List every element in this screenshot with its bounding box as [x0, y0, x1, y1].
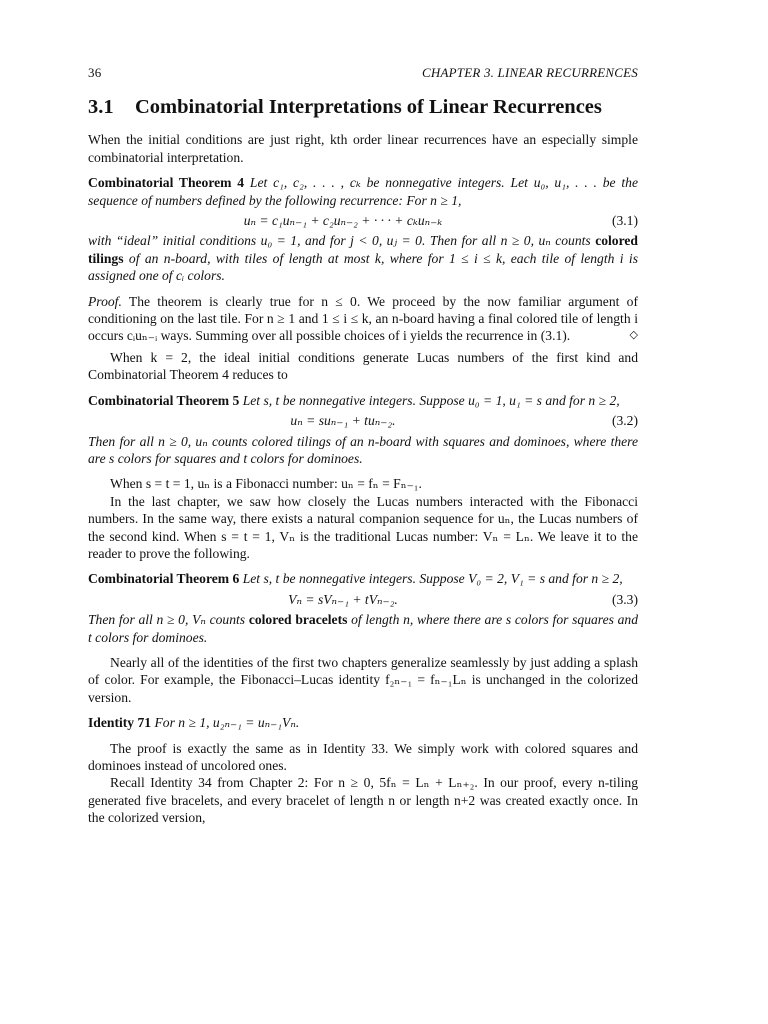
theorem-5-statement-b: Then for all n ≥ 0, uₙ counts colored tilings of an n-board with squares and dominoes, where there are s colors for squares and t colors for dominoes. [88, 433, 638, 466]
paragraph-lucas: In the last chapter, we saw how closely the Lucas numbers interacted with the Fibonacci numbers. In the same way, there exists a natural companion sequence for uₙ, the Lucas numbers of the second kind. When s = t = 1, Vₙ is the traditional Lucas number: Vₙ = Lₙ. We leave it to the reader to prove the following. [88, 493, 638, 561]
theorem-5-statement-a: Let s, t be nonnegative integers. Suppose u₀ = 1, u₁ = s and for n ≥ 2, [242, 392, 620, 408]
equation-3-2 [88, 412, 638, 429]
intro-paragraph: When the initial conditions are just right, kth order linear recurrences have an especially simple combinatorial interpretation. [88, 132, 638, 165]
equation-3-3-expr: Vₙ = sVₙ₋₁ + tVₙ₋₂. [288, 591, 398, 607]
equation-3-1-number: (3.1) [611, 213, 638, 229]
qed-diamond-icon: ◇ [629, 329, 638, 342]
section-title: Combinatorial Interpretations of Linear Recurrences [135, 96, 602, 119]
theorem-5 [88, 392, 638, 409]
proof-text: The theorem is clearly true for n ≤ 0. We proceed by the now familiar argument of conditioning on the last tile. For n ≥ 1 and 1 ≤ i ≤ k, an n-board having a final colored tile of length i occurs cᵢuₙ₋ᵢ ways. Summing over all possible choices of i yields the recurrence in (3.1). [88, 293, 638, 344]
theorem-4-bold-term: colored tilings [88, 233, 638, 266]
theorem-6 [88, 570, 638, 587]
proof-label: Proof. [88, 293, 122, 309]
paragraph-recall: Recall Identity 34 from Chapter 2: For n ≥ 0, 5fₙ = Lₙ + Lₙ₊₂. In our proof, every n-tiling generated five bracelets, and every bracelet of length n or length n+2 was created exactly once. In the colorized version, [88, 775, 638, 826]
theorem-4-label: Combinatorial Theorem 4 [88, 175, 245, 191]
equation-3-3 [88, 591, 638, 608]
theorem-6-label: Combinatorial Theorem 6 [88, 571, 240, 587]
page-number: 36 [88, 65, 102, 80]
theorem-6-bold-term: colored bracelets [248, 612, 348, 628]
paragraph-nearly: Nearly all of the identities of the first two chapters generalize seamlessly by just adding a splash of color. For example, the Fibonacci–Lucas identity f₂ₙ₋₁ = fₙ₋₁Lₙ is unchanged in the colorized version. [88, 654, 638, 705]
paragraph-k2: When k = 2, the ideal initial conditions generate Lucas numbers of the first kind and Combinatorial Theorem 4 reduces to [88, 349, 638, 383]
equation-3-1 [88, 212, 638, 229]
chapter-title: CHAPTER 3. LINEAR RECURRENCES [422, 65, 638, 80]
page [88, 64, 638, 827]
theorem-4 [88, 174, 638, 209]
section-number: 3.1 [88, 96, 114, 119]
identity-71-label: Identity 71 [88, 715, 152, 731]
theorem-6-statement-b2: of length n, where there are s colors for squares and t colors for dominoes. [88, 612, 639, 645]
equation-3-2-number: (3.2) [611, 413, 638, 429]
theorem-5-label: Combinatorial Theorem 5 [88, 392, 240, 408]
theorem-4-statement-b2: of an n-board, with tiles of length at most k, where for 1 ≤ i ≤ k, each tile of length i is assigned one of cᵢ colors. [88, 250, 638, 284]
proof-paragraph [88, 293, 638, 345]
identity-71 [88, 714, 638, 731]
running-head [88, 64, 638, 81]
theorem-4-conclusion [88, 232, 638, 284]
theorem-6-statement-b1: Then for all n ≥ 0, Vₙ counts [88, 612, 246, 628]
equation-3-3-number: (3.3) [611, 591, 638, 607]
identity-71-statement: For n ≥ 1, u₂ₙ₋₁ = uₙ₋₁Vₙ. [154, 715, 300, 731]
paragraph-fibonacci: When s = t = 1, uₙ is a Fibonacci number: uₙ = fₙ = Fₙ₋₁. [110, 476, 422, 492]
theorem-6-statement-a: Let s, t be nonnegative integers. Suppose V₀ = 2, V₁ = s and for n ≥ 2, [242, 571, 623, 587]
equation-3-2-expr: uₙ = suₙ₋₁ + tuₙ₋₂. [290, 413, 396, 429]
equation-3-1-expr: uₙ = c₁uₙ₋₁ + c₂uₙ₋₂ + · · · + cₖuₙ₋ₖ [243, 213, 443, 229]
paragraph-proof-same: The proof is exactly the same as in Identity 33. We simply work with colored squares and dominoes instead of uncolored ones. [88, 740, 638, 773]
theorem-6-conclusion [88, 611, 638, 646]
theorem-4-statement-a: Let c₁, c₂, . . . , cₖ be nonnegative integers. Let u₀, u₁, . . . be the sequence of numbers defined by the following recurrence: For n ≥ 1, [88, 175, 638, 208]
theorem-4-statement-b1: with “ideal” initial conditions u₀ = 1, and for j < 0, uⱼ = 0. Then for all n ≥ 0, uₙ counts [88, 233, 591, 249]
theorem-5-conclusion [88, 433, 638, 468]
section-heading [88, 95, 638, 120]
